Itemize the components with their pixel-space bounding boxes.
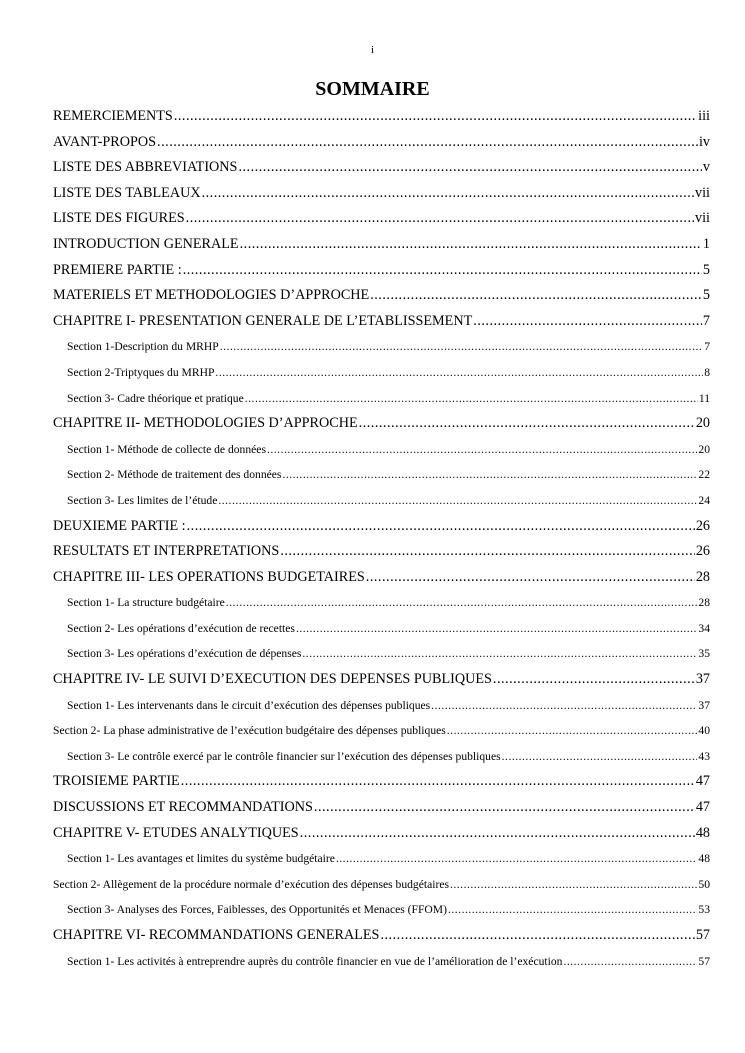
toc-entry[interactable] xyxy=(53,437,710,463)
toc-entry[interactable] xyxy=(53,232,710,258)
toc-entry[interactable] xyxy=(53,897,710,923)
toc-entry-page: 7 xyxy=(702,312,710,329)
toc-entry-label: CHAPITRE IV- LE SUIVI D’EXECUTION DES DEPENSES PUBLIQUES xyxy=(53,671,492,688)
toc-entry-label: Section 2- Les opérations d’exécution de recettes xyxy=(67,621,295,635)
toc-entry-label: LISTE DES FIGURES xyxy=(53,210,185,227)
toc-entry-label: Section 1- Les activités à entreprendre auprès du contrôle financier en vue de l’amélioration de l’exécution xyxy=(67,954,563,968)
toc-dot-leader xyxy=(370,283,702,309)
toc-entry-label: CHAPITRE VI- RECOMMANDATIONS GENERALES xyxy=(53,927,380,943)
toc-entry-page: 11 xyxy=(698,391,710,405)
toc-entry[interactable] xyxy=(53,718,710,744)
toc-entry-page: 53 xyxy=(698,903,710,917)
toc-entry[interactable] xyxy=(53,488,710,514)
toc-entry-page: 40 xyxy=(698,724,710,738)
toc-entry-label: RESULTATS ET INTERPRETATIONS xyxy=(53,543,280,560)
toc-entry-label: TROISIEME PARTIE xyxy=(53,773,180,790)
toc-dot-leader xyxy=(502,744,698,770)
toc-entry-label: Section 1-Description du MRHP xyxy=(67,340,219,354)
toc-entry-label: Section 2- Allègement de la procédure normale d’exécution des dépenses budgétaires xyxy=(53,877,449,891)
toc-entry-label: Section 1- Méthode de collecte de données xyxy=(67,442,266,456)
toc-entry-label: DEUXIEME PARTIE : xyxy=(53,517,186,534)
toc-dot-leader xyxy=(296,616,697,642)
toc-dot-leader xyxy=(431,693,697,719)
toc-entry-page: 47 xyxy=(695,799,710,816)
toc-entry[interactable] xyxy=(53,846,710,872)
toc-entry[interactable] xyxy=(53,462,710,488)
toc-entry-page: 48 xyxy=(695,824,710,841)
toc-dot-leader xyxy=(245,386,698,412)
toc-dot-leader xyxy=(447,718,698,744)
toc-dot-leader xyxy=(157,130,698,156)
toc-dot-leader xyxy=(220,334,704,360)
toc-entry-page: 37 xyxy=(698,698,710,712)
toc-entry[interactable] xyxy=(53,641,710,667)
toc-entry-page: 7 xyxy=(704,340,710,354)
toc-entry[interactable] xyxy=(53,565,710,591)
toc-entry[interactable] xyxy=(53,769,710,795)
toc-entry-label: CHAPITRE I- PRESENTATION GENERALE DE L’ETABLISSEMENT xyxy=(53,312,473,329)
toc-dot-leader xyxy=(366,565,695,591)
toc-entry-page: 26 xyxy=(695,543,710,560)
toc-entry-label: Section 3- Les limites de l’étude xyxy=(67,493,218,507)
toc-entry[interactable] xyxy=(53,386,710,412)
toc-dot-leader xyxy=(202,181,694,207)
toc-entry-page: 28 xyxy=(695,568,710,585)
toc-entry[interactable] xyxy=(53,309,710,335)
toc-dot-leader xyxy=(448,897,697,923)
toc-entry-page: iii xyxy=(698,108,710,124)
toc-entry-page: 35 xyxy=(698,647,710,661)
toc-entry[interactable] xyxy=(53,360,710,386)
toc-entry-page: 1 xyxy=(702,235,710,252)
toc-entry-label: CHAPITRE II- METHODOLOGIES D’APPROCHE xyxy=(53,415,358,432)
toc-entry-page: vii xyxy=(695,210,710,227)
toc-entry-label: CHAPITRE V- ETUDES ANALYTIQUES xyxy=(53,824,299,841)
toc-entry-label: DISCUSSIONS ET RECOMMANDATIONS xyxy=(53,799,313,816)
toc-entry-page: 20 xyxy=(698,442,710,456)
toc-entry-label: CHAPITRE III- LES OPERATIONS BUDGETAIRES xyxy=(53,568,365,585)
page-title: SOMMAIRE xyxy=(315,78,430,100)
toc-entry-page: 57 xyxy=(695,927,710,943)
toc-entry[interactable] xyxy=(53,872,710,898)
toc-entry-label: Section 2- La phase administrative de l’exécution budgétaire des dépenses publiques xyxy=(53,724,446,738)
toc-entry-page: 5 xyxy=(702,287,710,304)
toc-entry-label: Section 1- Les avantages et limites du système budgétaire xyxy=(67,852,335,866)
toc-entry-label: Section 3- Les opérations d’exécution de dépenses xyxy=(67,647,302,661)
toc-entry-page: 22 xyxy=(698,468,710,482)
toc-entry-label: Section 3- Analyses des Forces, Faiblesses, des Opportunités et Menaces (FFOM) xyxy=(67,903,447,917)
toc-dot-leader xyxy=(183,258,702,284)
toc-entry-label: Section 1- La structure budgétaire xyxy=(67,596,225,610)
toc-entry[interactable] xyxy=(53,923,710,949)
table-of-contents xyxy=(53,104,710,974)
toc-entry[interactable] xyxy=(53,181,710,207)
toc-entry-page: v xyxy=(702,159,710,176)
page-number: i xyxy=(370,44,375,56)
toc-dot-leader xyxy=(473,309,702,335)
toc-entry-page: vii xyxy=(695,184,710,201)
toc-dot-leader xyxy=(282,462,697,488)
toc-dot-leader xyxy=(359,411,695,437)
toc-entry[interactable] xyxy=(53,821,710,847)
toc-dot-leader xyxy=(336,846,698,872)
toc-entry[interactable] xyxy=(53,104,710,130)
toc-entry-page: 37 xyxy=(695,671,710,688)
toc-dot-leader xyxy=(226,590,698,616)
toc-dot-leader xyxy=(300,821,695,847)
toc-dot-leader xyxy=(267,437,697,463)
toc-entry-label: MATERIELS ET METHODOLOGIES D’APPROCHE xyxy=(53,287,370,304)
toc-entry[interactable] xyxy=(53,616,710,642)
toc-entry-page: iv xyxy=(698,133,710,150)
toc-entry[interactable] xyxy=(53,258,710,284)
toc-entry-label: Section 2- Méthode de traitement des données xyxy=(67,468,282,482)
toc-dot-leader xyxy=(181,769,695,795)
toc-entry[interactable] xyxy=(53,155,710,181)
toc-entry-page: 57 xyxy=(698,954,710,968)
toc-entry-page: 28 xyxy=(698,596,710,610)
toc-dot-leader xyxy=(563,949,697,975)
toc-entry[interactable] xyxy=(53,411,710,437)
toc-entry[interactable] xyxy=(53,744,710,770)
toc-entry-label: PREMIERE PARTIE : xyxy=(53,261,182,278)
toc-entry[interactable] xyxy=(53,206,710,232)
toc-entry[interactable] xyxy=(53,514,710,540)
toc-entry[interactable] xyxy=(53,693,710,719)
toc-entry-page: 8 xyxy=(704,365,710,379)
toc-dot-leader xyxy=(187,514,695,540)
toc-entry-label: Section 2-Triptyques du MRHP xyxy=(67,365,215,379)
toc-entry-page: 24 xyxy=(698,493,710,507)
toc-entry-page: 34 xyxy=(698,621,710,635)
toc-dot-leader xyxy=(493,667,695,693)
toc-entry-page: 5 xyxy=(702,261,710,278)
toc-entry[interactable] xyxy=(53,949,710,975)
toc-entry[interactable] xyxy=(53,539,710,565)
toc-entry-label: INTRODUCTION GENERALE xyxy=(53,235,239,252)
toc-entry-page: 50 xyxy=(698,877,710,891)
toc-entry-page: 47 xyxy=(695,773,710,790)
toc-dot-leader xyxy=(450,872,697,898)
toc-dot-leader xyxy=(280,539,694,565)
toc-entry[interactable] xyxy=(53,334,710,360)
toc-dot-leader xyxy=(380,923,694,949)
toc-entry[interactable] xyxy=(53,667,710,693)
toc-entry[interactable] xyxy=(53,130,710,156)
toc-entry-label: AVANT-PROPOS xyxy=(53,133,157,150)
toc-entry[interactable] xyxy=(53,795,710,821)
toc-entry-label: REMERCIEMENTS xyxy=(53,108,173,124)
toc-entry-label: Section 1- Les intervenants dans le circuit d’exécution des dépenses publiques xyxy=(67,698,431,712)
toc-entry-label: LISTE DES ABBREVIATIONS xyxy=(53,159,238,176)
toc-entry-label: Section 3- Cadre théorique et pratique xyxy=(67,391,244,405)
toc-dot-leader xyxy=(240,232,702,258)
toc-dot-leader xyxy=(238,155,701,181)
toc-dot-leader xyxy=(218,488,697,514)
toc-entry-label: Section 3- Le contrôle exercé par le contrôle financier sur l’exécution des dépenses publiques xyxy=(67,749,501,763)
toc-dot-leader xyxy=(215,360,703,386)
toc-entry-page: 43 xyxy=(698,749,710,763)
toc-dot-leader xyxy=(174,104,697,130)
toc-entry[interactable] xyxy=(53,590,710,616)
toc-entry[interactable] xyxy=(53,283,710,309)
toc-entry-page: 26 xyxy=(695,517,710,534)
toc-entry-page: 20 xyxy=(695,415,710,432)
toc-entry-label: LISTE DES TABLEAUX xyxy=(53,184,201,201)
toc-entry-page: 48 xyxy=(698,852,710,866)
toc-dot-leader xyxy=(314,795,695,821)
toc-dot-leader xyxy=(302,641,697,667)
toc-dot-leader xyxy=(186,206,694,232)
